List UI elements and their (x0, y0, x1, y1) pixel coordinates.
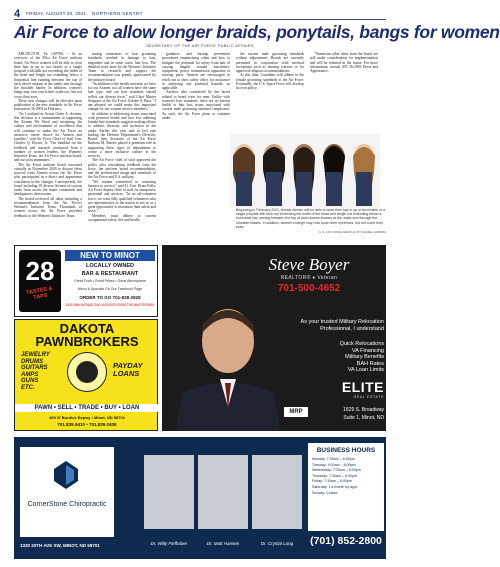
bison-icon (76, 361, 98, 383)
publication-name: NORTHERN SENTRY (92, 11, 143, 16)
ad-steve-boyer-realtor[interactable] (162, 245, 386, 431)
pawn-seal-logo (67, 352, 107, 392)
pawn-item: DRUMS (21, 358, 43, 365)
realtor-name: Steve Boyer (268, 255, 350, 274)
article-column-3 (162, 52, 230, 238)
realtor-portrait (176, 297, 280, 431)
paragraph: The Air Force uniform board convened virtually in November 2020 to discuss ideas sourced from Airmen across the Air Force who participated in a direct and appearance conclusion to the changes. Consequently, the board including 18 diverse Airmen of various ranks from across the major commands and headquarters directorates. (14, 162, 82, 197)
tavern-logo-text: TASTES & TAPS (25, 285, 54, 302)
realtor-benefit: BAH Rates (356, 360, 384, 367)
tavern-logo-number: 28 (25, 256, 55, 286)
chiro-phone: (701) 852-2800 (310, 535, 382, 547)
realtor-role: REALTOR® ♦ Veteran (280, 275, 338, 281)
pawn-item: AMPS (21, 371, 39, 378)
realtor-phone: 701-500-4652 (277, 283, 341, 294)
tavern-order-phone: ORDER TO GO 701-838-2828 (79, 295, 141, 300)
hours-row: Wednesday: 7:30am – 6:00pm (312, 468, 361, 473)
paragraph: "As I outlined in Action Order A: Airmen, this decision is a commitment to supporting the Airmen We Need and sustaining the culture and environment of excellence that will continue to make the Air Force an attractive career choice for Airmen and families," said Air Force Chief of Staff Gen. Charles Q. Brown, Jr. "I'm thankful for the feedback and research conducted from a number of women leaders, the Women's Initiative Team, the Air Force uniform board, and our joint teammates." (14, 111, 82, 163)
paragraph: In addition to addressing issues associated with personal health and hair loss adhering female hair standards suggests making efforts to address diversity and inclusion in the ranks. Earlier this year and in feel rule leading the Defense Department's Diversity Board, their Secretary of the Air Force Barbara M. Barrett placed a premium role in supporting these types of adjustments to create a more inclusive culture in the services. (88, 111, 156, 158)
pawn-phones: 701.839.9410 • 701.839.0409 (57, 422, 117, 427)
paragraph: guidance, and mishap prevention procedures emphasizing when and how to mitigate the potential for injury from hair of varying lengths around machinery, equipment, power transmission apparatus or moving parts. Airmen are encouraged to reach out to their safety office for assistance in analyzing any potential hazards, as applicable. (162, 52, 230, 90)
realtor-pitch: As your trusted Military Relocation Professional, I understand (300, 319, 384, 332)
paragraph: Members must adhere to current occupational safety, fire and health (88, 213, 156, 222)
tavern-line: Menu & Specials On Our Facebook Page (77, 287, 143, 291)
hours-row: Sunday: Closed (312, 490, 338, 495)
paragraph: Another idea considered by the board related to beard wear for men. Unlike with women's hair standards, there are no known health or hair loss issues associated with current male grooming standard compliance. As such, the Air Force plans to continue under (162, 90, 230, 120)
doctor-name: Dr. Willy Fiefhaber (150, 541, 188, 546)
paragraph: stating constraints to hair grooming standards resulted in damage to hair, migraines and in some cases, hair loss. The detailed work done by the Women's Initiative Team to research and support the recommendation was greatly appreciated by the uniform board. (88, 52, 156, 82)
pawn-items-list (21, 352, 63, 391)
pawn-item: ETC. (21, 384, 35, 391)
hours-row: Tuesday: 9:00am – 6:00pm (312, 462, 356, 467)
tavern-line: LOCALLY OWNED (86, 263, 134, 269)
paragraph: "We remain committed to removing barriers to service," said Lt. Gen. Brian Kelly, Air Force deputy chief of staff for manpower, personnel and services. "In an all-volunteer force, we want fully qualified volunteers who are representative of the nation to see us as a great opportunity to maximize their talent and serve." (88, 179, 156, 214)
chiro-address: 1330 20TH AVE SW, MINOT, ND 58701 (20, 543, 100, 548)
tavern-line: BAR & RESTAURANT (81, 271, 139, 277)
page-number: 4 (14, 7, 21, 20)
pawn-title: DAKOTA PAWNBROKERS (35, 321, 139, 349)
illustration-credit: U.S. AIR FORCE GRAPHIC BY DANIEL HAMMIG (319, 230, 386, 234)
tavern-logo (19, 250, 61, 312)
pawn-address: 409 W Burdick Expwy • Minot, ND 58701 (49, 415, 125, 420)
doctor-photo (144, 455, 194, 529)
business-hours-title: BUSINESS HOURS (316, 447, 376, 454)
head-silhouette-1 (233, 144, 255, 206)
issue-date: FRIDAY, AUGUST 20, 2021 (26, 11, 87, 16)
hours-row: Thursday: 7:30am – 6:00pm (312, 473, 357, 478)
tavern-line: Great Food • Great Prices • Great Atmosphere (74, 279, 146, 283)
article-column-1 (14, 52, 82, 238)
cornerstone-icon (54, 461, 78, 489)
doctor-name: Dr. Crystal Long (260, 541, 294, 546)
hours-row: Friday: 7:30am – 6:00pm (312, 479, 352, 484)
tavern-headline: NEW TO MINOT (65, 250, 155, 261)
doctor-photo (252, 455, 302, 529)
brokerage-subtitle: REAL ESTATE (353, 395, 384, 399)
pawn-services-strip: PAWN • SELL • TRADE • BUY • LOAN (15, 404, 159, 412)
realtor-address-line1: 1829 S. Broadway (343, 407, 384, 413)
paragraph: "In addition to the health concerns we have for our Airmen, not all women have the same hair type, and our hair standards should reflect our diverse force," said Chief Master Sergeant of the Air Force JoAnne S. Bass. "I am pleased we could make this important change for our women service members." (88, 81, 156, 112)
realtor-address-line2: Suite 1, Minot, ND (343, 415, 384, 421)
chiro-logo (20, 447, 114, 537)
hours-row: Saturday: 1 a month by appt (312, 484, 358, 489)
article-column-5 (310, 52, 378, 132)
tavern-address: 1815 18th AVENUE SW • ACROSS FROM THE WATER PARK (65, 303, 155, 307)
paragraph: the current male grooming standards without adjustments. Beards are currently permitted in conjunction with medical exceptions such as shaving waivers or for approved religious accommodations. (236, 52, 304, 73)
ad-tastes-and-taps[interactable] (14, 245, 158, 317)
article-column-4 (236, 52, 304, 132)
paragraph: The board reviewed all ideas including a recommendation from the Air Force's Women's Initiative Team. Thousands of women across the Air Force provided feedback to the Women's Initiative Team, (14, 196, 82, 218)
doctor-photo (198, 455, 248, 529)
paragraph: These new changes will be effective upon publication of the new standards in Air Force Instruction 36-2903 in February. (14, 98, 82, 112)
head-silhouette-2 (263, 144, 285, 206)
brokerage-logo: ELITE (341, 379, 384, 395)
paragraph: The Air Force chief of staff approved the policy after considering feedback from the force, the uniform board recommendation, and the professional image and standards of the Air Force and U.S. military. (88, 158, 156, 180)
head-silhouette-5 (353, 144, 375, 206)
pawn-item: JEWELRY (21, 352, 50, 358)
doctor-name: Dr. Matt Hansen (206, 541, 240, 546)
head-silhouette-4 (323, 144, 345, 206)
pawn-payday-loans: PAYDAY LOANS (113, 361, 143, 378)
business-hours-panel (308, 443, 384, 531)
masthead (14, 8, 386, 20)
article-byline: SECRETARY OF THE AIR FORCE PUBLIC AFFAIRS (146, 43, 254, 48)
head-silhouette-3 (293, 144, 315, 206)
article-headline: Air Force to allow longer braids, ponytails, bangs for women (14, 22, 500, 42)
realtor-benefit: VA Loan Limits (347, 367, 384, 373)
paragraph: At this time, Guardians will adhere to the female grooming standards of the Air Force. Eventually, the U.S. Space Force will develop its own policy. (236, 73, 304, 90)
realtor-benefits-list (290, 341, 384, 374)
illustration-caption: Beginning in February 2021, female Airmen will be able to wear their hair in up to two braids or a single ponytail with bulk not exceeding the width of the head and length not extending below a horizontal line running between the top of each sleeve inseam at the under arm through the shoulder blades. In addition, women's bangs may now touch their eyebrows, but not cover their eyes. (236, 208, 386, 229)
chiro-name: CornerStone Chiropractic (27, 501, 107, 508)
hours-row: Monday: 7:30am – 6:00pm (312, 457, 355, 461)
realtor-benefit: VA Financing (351, 347, 384, 354)
mrp-badge: MRP (284, 407, 308, 417)
paragraph: "Numerous other ideas from the board are still under consideration for implementation and will be released in the future. For more information, consult AFI 36-2903 Dress and Appearance. (310, 52, 378, 73)
hairstyle-illustration (230, 134, 380, 208)
realtor-benefit: Military Benefits (345, 354, 384, 360)
article-column-2 (88, 52, 156, 238)
realtor-benefit: Quick Relocations (339, 341, 384, 347)
pawn-item: GUNS (21, 378, 39, 384)
pawn-item: GUITARS (21, 365, 48, 371)
ad-dakota-pawnbrokers[interactable] (14, 319, 158, 431)
paragraph: ARLINGTON, Va. (AFNS) -- In an overview of the 85ist Air Force uniform board, Air Force women will be able to wear their hair in up to two braids or a single ponytail with bulk not exceeding the width of the head and length not extending below a horizontal line running between the top of each sleeve inseam at the under arm through the shoulder blades. In addition, women's bangs may now touch their eyebrows, but not cover their eyes. (14, 52, 82, 99)
business-hours-list (312, 457, 382, 496)
ad-cornerstone-chiropractic[interactable] (14, 437, 386, 559)
